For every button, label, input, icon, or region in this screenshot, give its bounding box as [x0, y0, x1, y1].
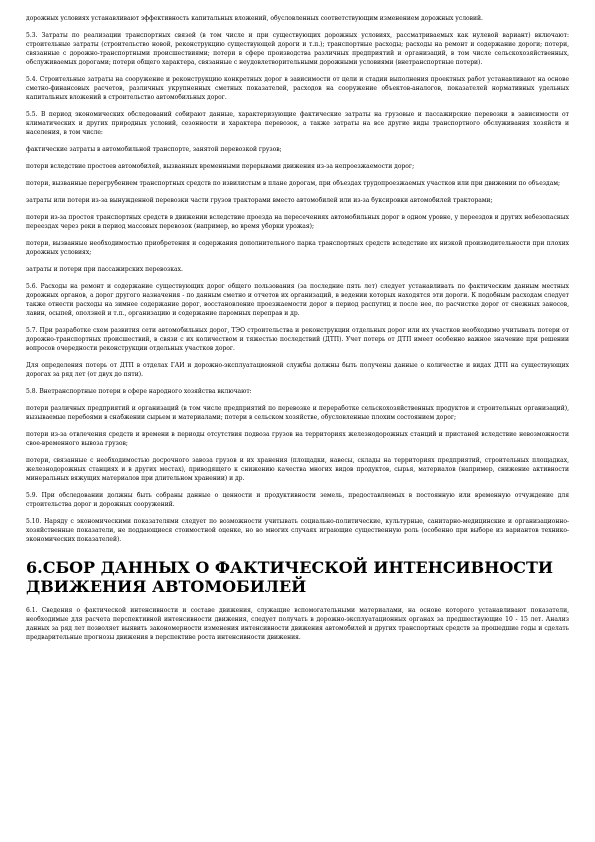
paragraph: потери, вызванные перегрубением транспортных средств по извилистым в плане дорогам, при объездах трудопроезжаемых участков или при движении по объездам;: [26, 180, 561, 187]
paragraph: 5.5. В период экономических обследований собирают данные, характеризующие фактические затраты на грузовые и пассажирские перевозки в зависимости от климатических и других природных условий, сезонности и характера перевозок, а также затраты на все другие виды транспортного обслуживания хозяйств и населения, в том числе:: [26, 111, 569, 136]
paragraph: потери, связанные с необходимостью досрочного завоза грузов и их хранения (площадки, навесы, склады на территориях предприятий, строительных площадках, железнодорожных станциях и в других местах), приводящего к снижению качества многих видов продуктов, сырья, материалов (например, снижение активности минеральных вяжущих материалов при длительном хранении) и др.: [26, 457, 569, 482]
paragraph: 5.4. Строительные затраты на сооружение и реконструкцию конкретных дорог в зависимости от цели и стадии выполнения проектных работ устанавливают на основе сметно-финансовых расчетов, различных укрупненных сметных показателей, расходов на сооружение объектов-аналогов, показателей нормативных удельных капитальных вложений в строительство автомобильных дорог.: [26, 76, 569, 101]
paragraph: затраты и потери при пассажирских перевозках.: [26, 266, 183, 273]
paragraph: потери из-за отвлечения средств и времени в периоды отсутствия подвоза грузов на территориях железнодорожных станций и пристаней вследствие невозможности свое-временного вывоза грузов;: [26, 431, 569, 447]
paragraph: 5.10. Наряду с экономическими показателями следует по возможности учитывать социально-политические, культурные, санитарно-медицинские и организационно-хозяйственные показатели, не поддающиеся стоимостной оценке, но во многих случаях играющие существенную роль (особенно при выборе из вариантов технико-экономических показателей).: [26, 518, 569, 543]
paragraph: 6.1. Сведения о фактической интенсивности и составе движения, служащие вспомогательными материалами, на основе которого устанавливают показатели, необходимые для расчета перспективной интенсивности движения, следует получать в дорожно-эксплуатационных органах за предшествующие 10 - 15 лет. Анализ данных за ряд лет позволяет выявить закономерности изменения интенсивности движения автомобилей и других транспортных средств за прошедшие годы и сделать предварительные прогнозы движения в перспективе роста интенсивности движения.: [26, 607, 569, 641]
paragraph: 5.9. При обследовании должны быть собраны данные о ценности и продуктивности земель, предоставляемых в постоянную или временную отчуждение для строительства дорог и дорожных сооружений.: [26, 492, 569, 508]
paragraph: потери из-за простоя транспортных средств в движении вследствие проезда на пересечениях автомобильных дорог в одном уровне, у переездов и других небезопасных переездах через реки в период массовых перевозок (например, во время уборки урожая);: [26, 214, 569, 230]
paragraph: 5.7. При разработке схем развития сети автомобильных дорог, ТЭО строительства и реконструкции отдельных дорог или их участков необходимо учитывать потери от дорожно-транспортных происшествий, в связи с их количеством и тяжестью последствий (ДТП). Учет потерь от ДТП имеет особенно важное значение при решении вопросов очередности реконструкции отдельных участков дорог.: [26, 327, 569, 352]
body-top: [26, 14, 569, 544]
paragraph: потери вследствие простоев автомобилей, вызванных временными перерывами движения из-за непроезжаемости дорог;: [26, 163, 415, 170]
paragraph: потери различных предприятий и организаций (в том числе предприятий по перевозке и переработке сельскохозяйственных продуктов и строительных организаций), вызываемые перебоями в снабжении сырьем и материалами; потери в сельском хозяйстве, обусловленные плохим состоянием дорог;: [26, 405, 569, 421]
paragraph: 5.6. Расходы на ремонт и содержание существующих дорог общего пользования (за последние пять лет) следует устанавливать по фактическим данным местных дорожных органов, а дорог другого назначения - по данным сметно и отчетов их организаций, в ведении которых находятся эти дороги. К подобным расходам следует также отнести расходы на зимнее содержание дорог, восстановление проезжаемости дорог в период распутиц и после нее, по расчистке дорог от снежных заносов, лавин, осыпей, оползней и т.п., организацию и содержание паромных переправ и др.: [26, 283, 569, 317]
paragraph: потери, вызванные необходимостью приобретения и содержания дополнительного парка транспортных средств вследствие их низкой производительности при плохих дорожных условиях;: [26, 240, 569, 256]
paragraph: 5.8. Внетранспортные потери в сфере народного хозяйства включают:: [26, 388, 252, 395]
body-bottom: [26, 606, 569, 642]
paragraph: фактические затраты в автомобильной транспорте, занятой перевозкой грузов;: [26, 146, 282, 153]
paragraph: дорожных условиях устанавливают эффективность капитальных вложений, обусловленных соответствующим изменением дорожных условий.: [26, 15, 483, 22]
section-heading: 6.СБОР ДАННЫХ О ФАКТИЧЕСКОЙ ИНТЕНСИВНОСТИ ДВИЖЕНИЯ АВТОМОБИЛЕЙ: [26, 558, 554, 596]
paragraph: затраты или потери из-за вынужденной перевозки части грузов тракторами вместо автомобилей или из-за буксировки автомобилей тракторами;: [26, 197, 493, 204]
paragraph: Для определения потерь от ДТП в отделах ГАИ и дорожно-эксплуатационной службы должны быть получены данные о количестве и видах ДТП на существующих дорогах за ряд лет (от двух до пяти).: [26, 362, 569, 378]
paragraph: 5.3. Затраты по реализации транспортных связей (в том числе и при существующих дорожных условиях, рассматриваемых как нулевой вариант) включают: строительные затраты (строительство новой, реконструкцию существующей дороги и т.п.); транспортные расходы; расходы на ремонт и содержание дороги; потери, связанные с дорожно-транспортными происшествиями; потери в сфере производства различных предприятий и организаций, в том числе сельскохозяйственных, обслуживаемых дорогами; потери общего характера, связанные с неудовлетворительными дорожными условиями (внетранспортные потери).: [26, 32, 569, 66]
